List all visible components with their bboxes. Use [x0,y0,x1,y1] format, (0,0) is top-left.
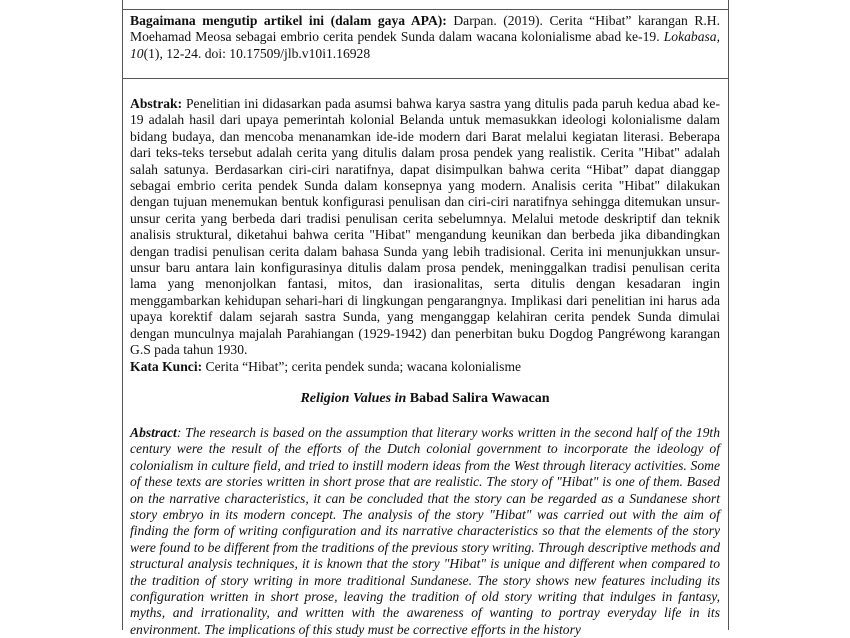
citation-pages-doi: (1), 12-24. doi: 10.17509/jlb.v10i1.16928 [143,45,371,61]
left-border [122,0,123,630]
kata-kunci-text: Cerita “Hibat”; cerita pendek sunda; wacana kolonialisme [202,359,522,374]
abstrak-block [130,96,720,359]
english-title-plain: Babad Salira Wawacan [406,391,550,406]
english-abstract-block [130,425,720,638]
abstrak-text: Penelitian ini didasarkan pada asumsi bahwa karya sastra yang ditulis pada paruh kedua abad ke-19 adalah hasil dari upaya pemerintah kolonial Belanda untuk memasukkan ideologi kolonialisme dalam bidang budaya, dan mencoba menanamkan ide-ide modern dari Barat melalui kegiatan literasi. Beberapa dari teks-teks tersebut adalah cerita yang ditulis dalam prosa pendek yang realistik. Cerita "Hibat" adalah salah satunya. Berdasarkan ciri-ciri naratifnya, dapat disimpulkan bahwa cerita “Hibat” dapat dianggap sebagai embrio cerita pendek Sunda dalam konsepnya yang modern. Analisis cerita "Hibat" dilakukan dengan tujuan menemukan bentuk konfigurasi penulisan dan ciri-ciri naratifnya sehingga ditemukan unsur-unsur cerita yang berbeda dari tradisi penulisan cerita sebelumnya. Melalui metode deskriptif dan teknik analisis struktural, diketahui bahwa cerita "Hibat" mengandung keunikan dan berbeda jika dibandingkan dengan tradisi penulisan cerita dalam bahasa Sunda yang lebih tradisional. Cerita ini menunjukkan unsur-unsur baru antara lain konfigurasinya ditulis dalam prosa pendek, meninggalkan tradisi penulisan cerita lama yang menonjolkan fantasi, mitos, dan irasionalitas, serta ditulis dengan kesadaran ingin menggambarkan kehidupan sehari-hari di lingkungan pengarangnya. Implikasi dari penelitian ini harus ada upaya korektif dalam sejarah sastra Sunda, yang menganggap kelahiran cerita pendek Sunda dimulai dengan munculnya majalah Parahiangan (1929-1942) dan penerbitan buku Dogdog Pangréwong karangan G.S pada tahun 1930. [130,96,720,358]
citation-block [130,13,720,62]
abstrak-label: Abstrak: [130,96,183,111]
citation-volume: 10 [130,45,144,61]
citation-text: Darpan. (2019). Cerita “Hibat” karangan R.H. Moehamad Meosa sebagai embrio cerita pendek Sunda dalam wacana kolonialisme abad ke-19. [130,13,720,45]
citation-label: Bagaimana mengutip artikel ini (dalam gaya APA): [130,13,447,28]
top-divider [122,9,729,10]
citation-divider [122,78,729,79]
kata-kunci-block [130,359,720,375]
citation-journal: Lokabasa [663,29,717,45]
kata-kunci-label: Kata Kunci: [130,359,203,374]
citation-comma: , [716,29,720,45]
right-border [728,0,729,630]
english-abstract-label: Abstract [130,425,177,440]
english-abstract-text: : The research is based on the assumption that literary works written in the second half of the 19th century were the result of the efforts of the Dutch colonial government to incorporate the ideology of colonialism in culture field, and tried to instill modern ideas from the West through literacy activities. Some of these texts are stories written in short prose that are realistic. The story of "Hibat" is one of them. Based on the narrative characteristics, it can be concluded that the story can be regarded as a Sundanese short story embryo in its modern concept. The analysis of the story "Hibat" was carried out with the aim of finding the form of writing configuration and its narrative characteristics so that the elements of the story were found to be different from the traditions of the previous story writing. Through descriptive methods and structural analysis techniques, it is known that the story "Hibat" is unique and different when compared to the tradition of story writing in more traditional Sundanese. The story shows new features including its configuration written in short prose, leaving the tradition of old story writing that indulges in fantasy, myths, and irrationality, and written with the awareness of wanting to portray everyday life in its environment. The implications of this study must be corrective efforts in the history [130,425,720,637]
english-title [130,391,720,407]
english-title-italic: Religion Values in [300,391,407,406]
